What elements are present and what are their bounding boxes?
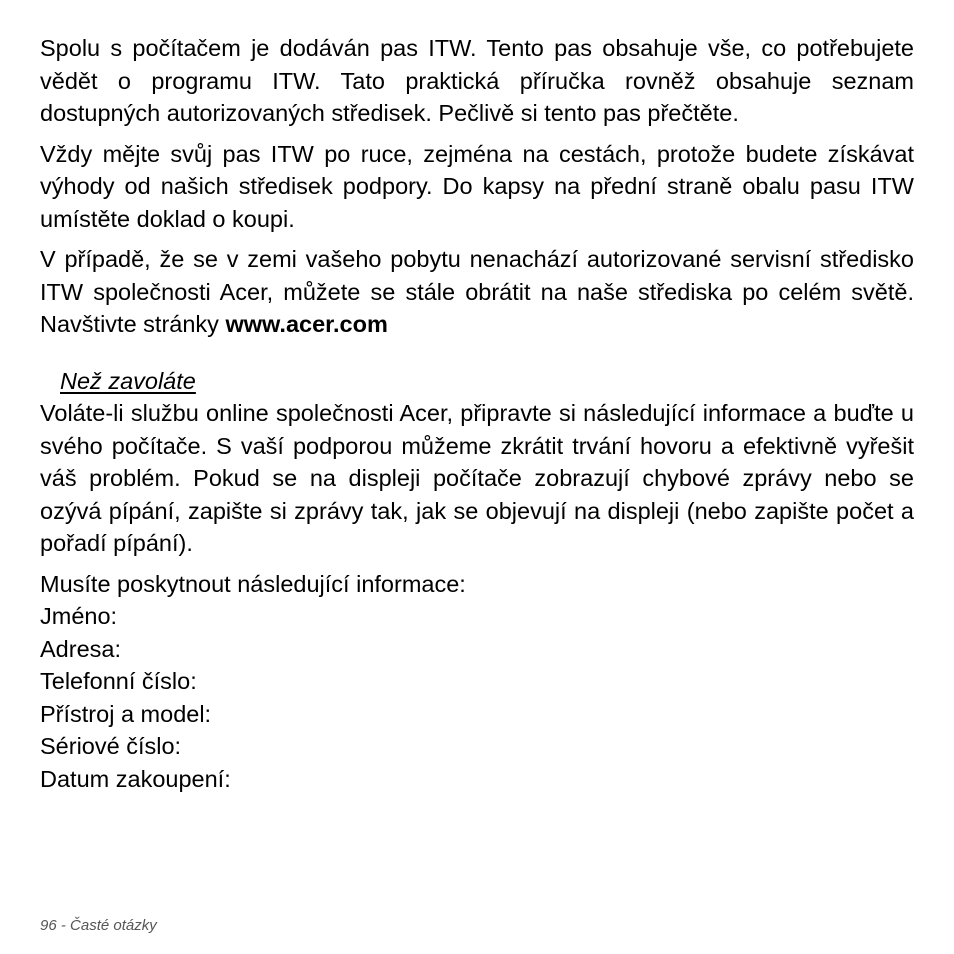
page-footer: 96 - Časté otázky (40, 917, 157, 934)
required-info-intro: Musíte poskytnout následující informace: (40, 570, 466, 597)
paragraph-service-centers (40, 243, 914, 341)
paragraph-before-calling: Voláte-li službu online společnosti Acer, připravte si následující informace a buďte u svého počítače. S vaší podporou můžeme zkrátit trvání hovoru a efektivně vyřešit váš problém. Pokud se na displeji počítače zobrazují chybové zprávy nebo se ozývá pípání, zapište si zprávy tak, jak se objevují na displeji (nebo zapište počet a pořadí pípání). (40, 400, 914, 556)
paragraph-service-centers-text: V případě, že se v zemi vašeho pobytu nenachází autorizované servisní středisko ITW společnosti Acer, můžete se stále obrátit na naše střediska po celém světě. Navštivte stránky (40, 246, 914, 337)
paragraph-itw-passport: Spolu s počítačem je dodáván pas ITW. Tento pas obsahuje vše, co potřebujete vědět o programu ITW. Tato praktická příručka rovněž obsahuje seznam dostupných autorizovaných středisek. Pečlivě si tento pas přečtěte. (40, 35, 914, 126)
paragraph-keep-passport: Vždy mějte svůj pas ITW po ruce, zejména na cestách, protože budete získávat výhody od našich středisek podpory. Do kapsy na přední straně obalu pasu ITW umístěte doklad o koupi. (40, 140, 914, 232)
info-item-address: Adresa: (40, 635, 121, 662)
required-info-list (40, 568, 914, 796)
page-content (40, 32, 914, 795)
acer-website-link: www.acer.com (225, 311, 388, 337)
info-item-purchase-date: Datum zakoupení: (40, 765, 231, 792)
info-item-device-model: Přístroj a model: (40, 700, 212, 727)
info-item-name: Jméno: (40, 603, 118, 629)
info-item-phone: Telefonní číslo: (40, 668, 197, 694)
info-item-serial-number: Sériové číslo: (40, 733, 182, 759)
section-heading: Než zavoláte (60, 367, 196, 394)
